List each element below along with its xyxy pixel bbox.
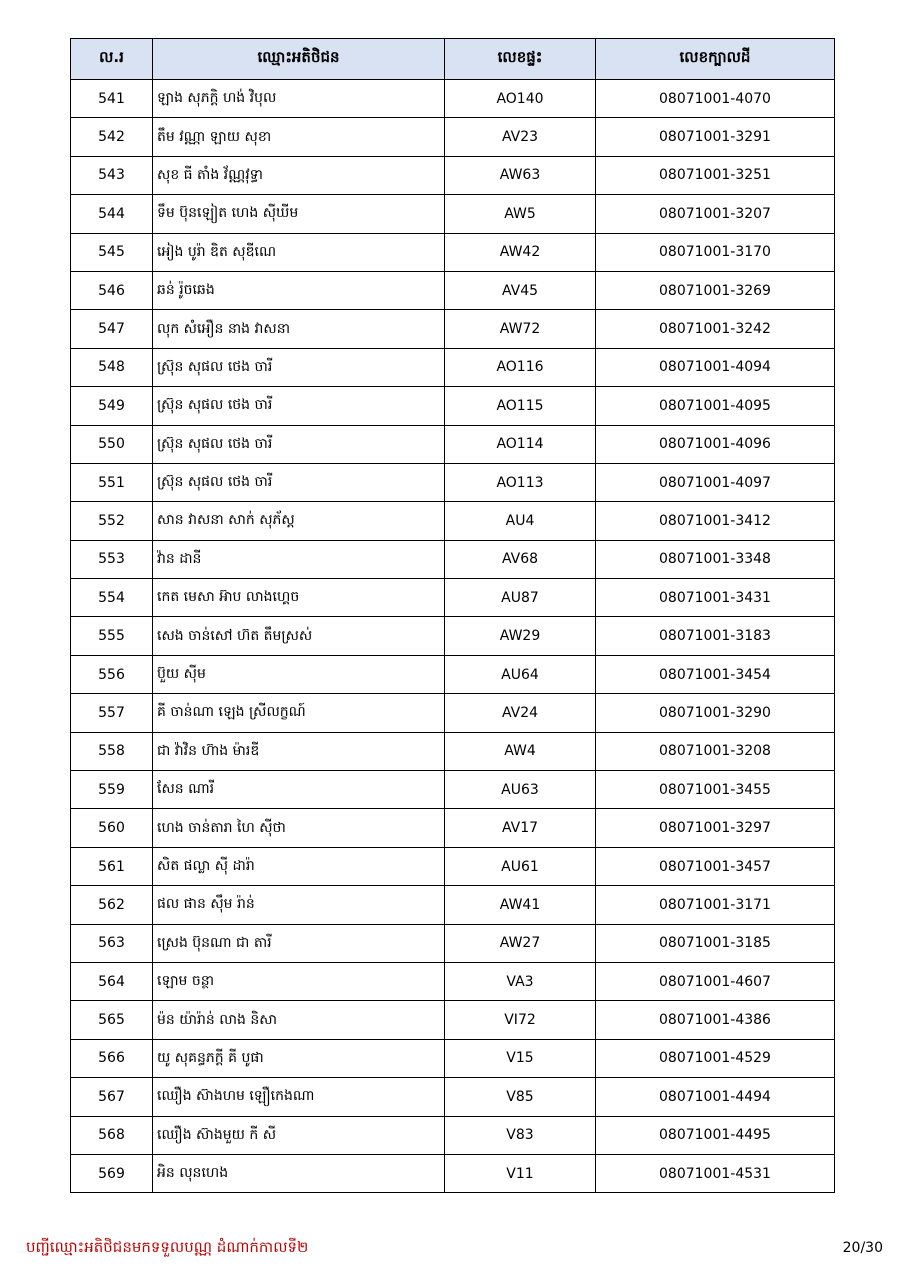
customer-name-cell: ប៊ួយ ស៊ីម (153, 655, 445, 693)
house-number-cell: AU64 (445, 655, 596, 693)
house-number-cell: AO140 (445, 80, 596, 118)
row-number-cell: 553 (71, 540, 153, 578)
row-number-cell: 562 (71, 886, 153, 924)
land-number-cell: 08071001-3170 (596, 233, 835, 271)
house-number-cell: VI72 (445, 1001, 596, 1039)
row-number-cell: 561 (71, 847, 153, 885)
table-row (71, 387, 835, 425)
house-number-cell: AU63 (445, 771, 596, 809)
land-number-cell: 08071001-4097 (596, 463, 835, 501)
customer-table (70, 38, 835, 1193)
table-row (71, 80, 835, 118)
table-row (71, 1039, 835, 1077)
table-row (71, 233, 835, 271)
land-number-cell: 08071001-4494 (596, 1078, 835, 1116)
house-number-cell: V15 (445, 1039, 596, 1077)
row-number-cell: 544 (71, 195, 153, 233)
row-number-cell: 551 (71, 463, 153, 501)
land-number-cell: 08071001-3455 (596, 771, 835, 809)
customer-name-cell: ឈឿង ស៊ាងហម ឡឿកេងណា (153, 1078, 445, 1116)
table-row (71, 425, 835, 463)
row-number-cell: 548 (71, 348, 153, 386)
land-number-cell: 08071001-3290 (596, 694, 835, 732)
row-number-cell: 558 (71, 732, 153, 770)
row-number-cell: 563 (71, 924, 153, 962)
land-number-cell: 08071001-3171 (596, 886, 835, 924)
table-row (71, 1116, 835, 1154)
row-number-cell: 554 (71, 579, 153, 617)
row-number-cell: 565 (71, 1001, 153, 1039)
house-number-cell: AW27 (445, 924, 596, 962)
customer-name-cell: ជា វ៉ាវិន ហ៊ាង ម៉ារឌី (153, 732, 445, 770)
table-row (71, 655, 835, 693)
header-no: ល.រ (71, 39, 153, 80)
house-number-cell: AU4 (445, 502, 596, 540)
house-number-cell: AU87 (445, 579, 596, 617)
house-number-cell: AV17 (445, 809, 596, 847)
table-row (71, 1001, 835, 1039)
land-number-cell: 08071001-4070 (596, 80, 835, 118)
land-number-cell: 08071001-3431 (596, 579, 835, 617)
house-number-cell: AW42 (445, 233, 596, 271)
house-number-cell: AO113 (445, 463, 596, 501)
table-row (71, 271, 835, 309)
row-number-cell: 557 (71, 694, 153, 732)
row-number-cell: 555 (71, 617, 153, 655)
row-number-cell: 542 (71, 118, 153, 156)
table-row (71, 1154, 835, 1192)
row-number-cell: 568 (71, 1116, 153, 1154)
table-row (71, 617, 835, 655)
table-row (71, 924, 835, 962)
house-number-cell: AW29 (445, 617, 596, 655)
customer-name-cell: ស្រ៊ុន សុផល ថេង ចារី (153, 387, 445, 425)
row-number-cell: 569 (71, 1154, 153, 1192)
land-number-cell: 08071001-4096 (596, 425, 835, 463)
land-number-cell: 08071001-4607 (596, 962, 835, 1000)
house-number-cell: AU61 (445, 847, 596, 885)
house-number-cell: AW41 (445, 886, 596, 924)
house-number-cell: AW5 (445, 195, 596, 233)
land-number-cell: 08071001-3412 (596, 502, 835, 540)
customer-name-cell: ឈឿង ស៊ាងមួយ កី សី (153, 1116, 445, 1154)
house-number-cell: V83 (445, 1116, 596, 1154)
customer-name-cell: ផល ផាន ស៊ឹម រ៉ាន់ (153, 886, 445, 924)
land-number-cell: 08071001-3208 (596, 732, 835, 770)
table-row (71, 962, 835, 1000)
land-number-cell: 08071001-3457 (596, 847, 835, 885)
header-house: លេខផ្ទះ (445, 39, 596, 80)
customer-name-cell: លុក សំអឿន នាង វាសនា (153, 310, 445, 348)
row-number-cell: 552 (71, 502, 153, 540)
customer-name-cell: អៀង បូរ៉ា ឌិត សុឌីណេ (153, 233, 445, 271)
house-number-cell: AW4 (445, 732, 596, 770)
customer-name-cell: ឡាង សុភក្តិ ហង់ វិបុល (153, 80, 445, 118)
land-number-cell: 08071001-3269 (596, 271, 835, 309)
table-row (71, 195, 835, 233)
table-row (71, 463, 835, 501)
customer-name-cell: ស្រ៊ុន សុផល ថេង ចារី (153, 425, 445, 463)
row-number-cell: 556 (71, 655, 153, 693)
header-name: ឈ្មោះអតិថិជន (153, 39, 445, 80)
table-row (71, 502, 835, 540)
table-row (71, 771, 835, 809)
house-number-cell: AV24 (445, 694, 596, 732)
customer-name-cell: កេត មេសា អ៊ាប លាងហ្គេច (153, 579, 445, 617)
row-number-cell: 545 (71, 233, 153, 271)
row-number-cell: 560 (71, 809, 153, 847)
table-row (71, 579, 835, 617)
house-number-cell: AO116 (445, 348, 596, 386)
house-number-cell: AW63 (445, 156, 596, 194)
house-number-cell: AV68 (445, 540, 596, 578)
customer-name-cell: ស្រ៊ុន សុផល ថេង ចារី (153, 463, 445, 501)
row-number-cell: 559 (71, 771, 153, 809)
customer-name-cell: សេង ចាន់សៅ ហ៊ត តឹមស្រស់ (153, 617, 445, 655)
land-number-cell: 08071001-3185 (596, 924, 835, 962)
table-row (71, 118, 835, 156)
table-row (71, 348, 835, 386)
table-row (71, 694, 835, 732)
table-header (71, 39, 835, 80)
land-number-cell: 08071001-3348 (596, 540, 835, 578)
customer-name-cell: សែន ណារី (153, 771, 445, 809)
header-land: លេខក្បាលដី (596, 39, 835, 80)
customer-name-cell: វ៉ាន ដានី (153, 540, 445, 578)
house-number-cell: AV45 (445, 271, 596, 309)
customer-name-cell: ឡោម ចន្ថា (153, 962, 445, 1000)
customer-name-cell: ស្រេង ប៊ុនណា ជា តារី (153, 924, 445, 962)
table-body (71, 80, 835, 1193)
row-number-cell: 549 (71, 387, 153, 425)
table-row (71, 886, 835, 924)
page-number: 20/30 (842, 1240, 883, 1256)
customer-name-cell: សុខ ធី តាំង វ័ណ្ណវុទ្ធា (153, 156, 445, 194)
house-number-cell: AV23 (445, 118, 596, 156)
land-number-cell: 08071001-3454 (596, 655, 835, 693)
land-number-cell: 08071001-4386 (596, 1001, 835, 1039)
land-number-cell: 08071001-3251 (596, 156, 835, 194)
table-row (71, 732, 835, 770)
customer-name-cell: គី ចាន់ណា ឡេង ស្រីលក្ខណ៍ (153, 694, 445, 732)
customer-name-cell: ហេង ចាន់តារា ហៃ ស៊ីថា (153, 809, 445, 847)
row-number-cell: 564 (71, 962, 153, 1000)
land-number-cell: 08071001-3242 (596, 310, 835, 348)
footer-title: បញ្ជីឈ្មោះអតិថិជនមកទទួលបណ្ណ ដំណាក់កាលទី២ (26, 1238, 309, 1256)
row-number-cell: 541 (71, 80, 153, 118)
row-number-cell: 550 (71, 425, 153, 463)
land-number-cell: 08071001-4531 (596, 1154, 835, 1192)
customer-name-cell: ទឹម ប៊ុនឡៀត ហេង ស៊ីឃីម (153, 195, 445, 233)
row-number-cell: 547 (71, 310, 153, 348)
customer-name-cell: តឹម វណ្ណា ឡាយ សុខា (153, 118, 445, 156)
customer-name-cell: ម៉ន យ៉ារ៉ាន់ លាង និសា (153, 1001, 445, 1039)
row-number-cell: 546 (71, 271, 153, 309)
table-row (71, 156, 835, 194)
land-number-cell: 08071001-3207 (596, 195, 835, 233)
header-row (71, 39, 835, 80)
customer-name-cell: ឆន់ រ៉ូចឆេង (153, 271, 445, 309)
house-number-cell: V85 (445, 1078, 596, 1116)
land-number-cell: 08071001-3297 (596, 809, 835, 847)
land-number-cell: 08071001-4495 (596, 1116, 835, 1154)
land-number-cell: 08071001-4529 (596, 1039, 835, 1077)
land-number-cell: 08071001-4095 (596, 387, 835, 425)
customer-name-cell: សិត ផល្លា ស៊ី ដារ៉ា (153, 847, 445, 885)
house-number-cell: AW72 (445, 310, 596, 348)
row-number-cell: 567 (71, 1078, 153, 1116)
house-number-cell: AO114 (445, 425, 596, 463)
row-number-cell: 566 (71, 1039, 153, 1077)
row-number-cell: 543 (71, 156, 153, 194)
house-number-cell: AO115 (445, 387, 596, 425)
land-number-cell: 08071001-3183 (596, 617, 835, 655)
customer-name-cell: សាន វាសនា សាក់ សុភ័ស្ត (153, 502, 445, 540)
table-row (71, 809, 835, 847)
customer-name-cell: អិន លុនហេង (153, 1154, 445, 1192)
customer-name-cell: ស្រ៊ុន សុផល ថេង ចារី (153, 348, 445, 386)
customer-name-cell: យូ សុគន្ធភក្តី គី បូផា (153, 1039, 445, 1077)
table-row (71, 847, 835, 885)
table-row (71, 1078, 835, 1116)
house-number-cell: V11 (445, 1154, 596, 1192)
land-number-cell: 08071001-4094 (596, 348, 835, 386)
land-number-cell: 08071001-3291 (596, 118, 835, 156)
house-number-cell: VA3 (445, 962, 596, 1000)
table-row (71, 310, 835, 348)
table-row (71, 540, 835, 578)
